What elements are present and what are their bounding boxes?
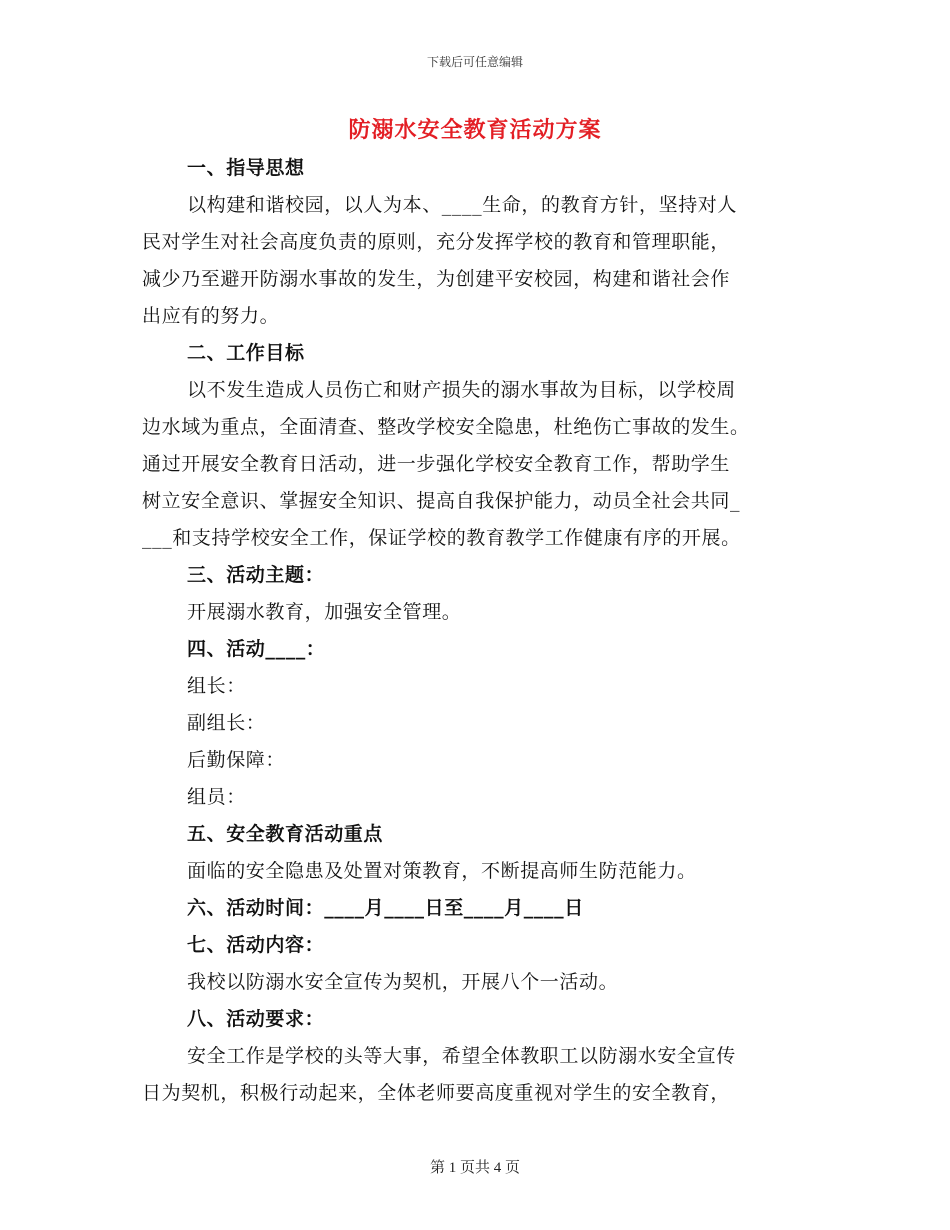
paragraph-line: 后勤保障： <box>187 749 286 771</box>
header-note: 下载后可任意编辑 <box>426 55 523 69</box>
paragraph-line: 通过开展安全教育日活动，进一步强化学校安全教育工作，帮助学生 <box>142 453 731 475</box>
section-heading: 二、工作目标 <box>187 342 305 364</box>
section-heading: 四、活动____： <box>187 638 326 660</box>
paragraph-line: 组长： <box>187 675 246 697</box>
section-heading: 六、活动时间：____月____日至____月____日 <box>187 897 584 919</box>
section-heading: 三、活动主题： <box>187 564 325 586</box>
paragraph-line: 组员： <box>187 786 246 808</box>
section-heading: 七、活动内容： <box>187 934 325 956</box>
paragraph-line: 以不发生造成人员伤亡和财产损失的溺水事故为目标，以学校周 <box>187 379 736 401</box>
paragraph-line: 日为契机，积极行动起来，全体老师要高度重视对学生的安全教育， <box>142 1082 731 1104</box>
paragraph-line: 减少乃至避开防溺水事故的发生，为创建平安校园，构建和谐社会作 <box>142 268 731 290</box>
paragraph-line: 面临的安全隐患及处置对策教育，不断提高师生防范能力。 <box>187 860 697 882</box>
paragraph-line: 以构建和谐校园，以人为本、____生命，的教育方针，坚持对人 <box>187 194 738 216</box>
paragraph-line: 安全工作是学校的头等大事，希望全体教职工以防溺水安全宣传 <box>187 1045 736 1067</box>
paragraph-line: 民对学生对社会高度负责的原则，充分发挥学校的教育和管理职能， <box>142 231 731 253</box>
paragraph-line: 出应有的努力。 <box>142 305 280 327</box>
page-footer: 第 1 页共 4 页 <box>429 1160 520 1176</box>
document-body <box>142 150 810 1112</box>
paragraph-line: 副组长： <box>187 712 266 734</box>
section-heading: 五、安全教育活动重点 <box>187 823 384 845</box>
paragraph-line: 树立安全意识、掌握安全知识、提高自我保护能力，动员全社会共同_ <box>142 490 741 512</box>
paragraph-line: 开展溺水教育，加强安全管理。 <box>187 601 462 623</box>
document-title: 防溺水安全教育活动方案 <box>348 117 602 143</box>
section-heading: 一、指导思想 <box>187 157 305 179</box>
paragraph-line: ___和支持学校安全工作，保证学校的教育教学工作健康有序的开展。 <box>142 527 741 549</box>
paragraph-line: 边水域为重点，全面清查、整改学校安全隐患，杜绝伤亡事故的发生。 <box>142 416 750 438</box>
paragraph-line: 我校以防溺水安全宣传为契机，开展八个一活动。 <box>187 971 619 993</box>
section-heading: 八、活动要求： <box>187 1008 325 1030</box>
